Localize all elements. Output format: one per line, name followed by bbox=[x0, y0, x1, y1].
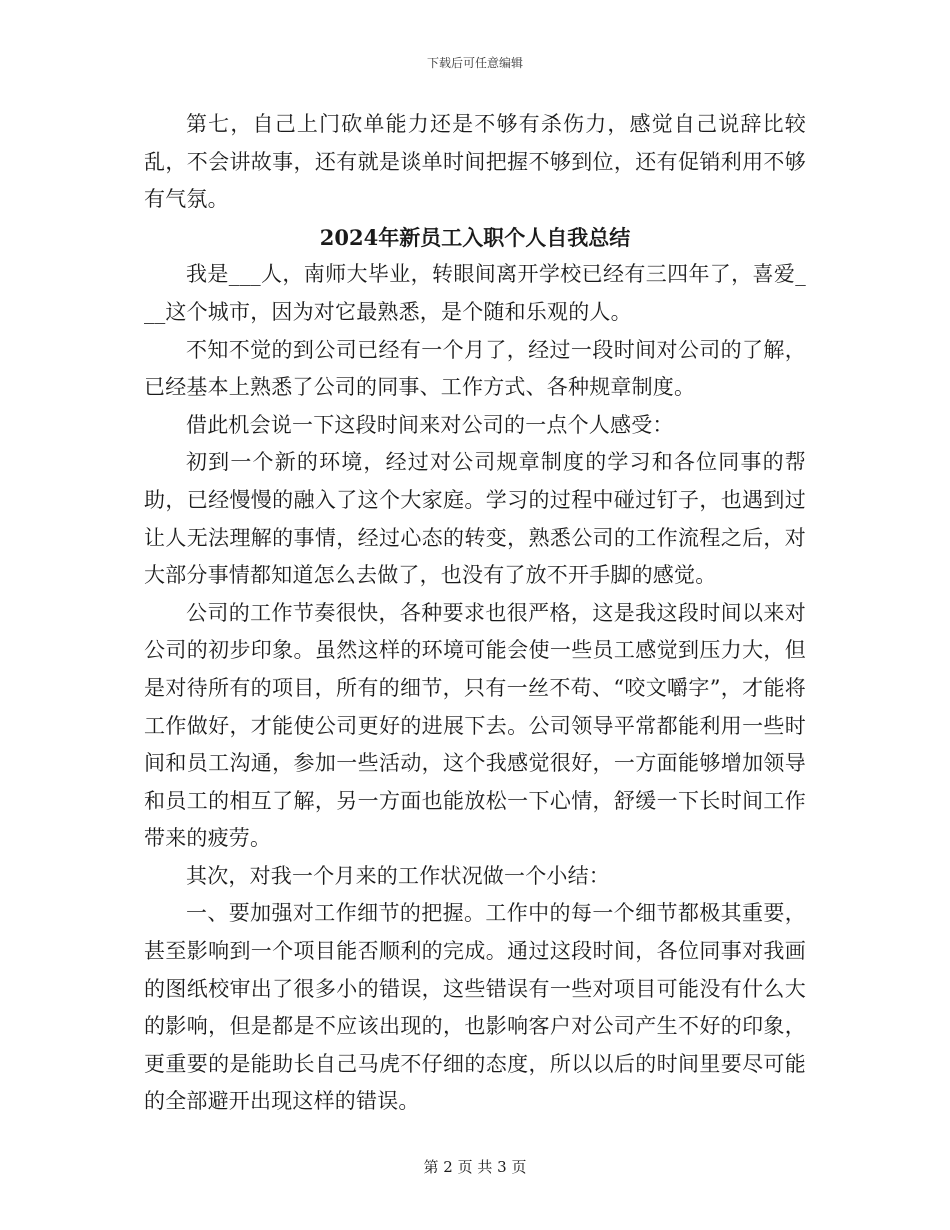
intro-paragraph: 第七，自己上门砍单能力还是不够有杀伤力，感觉自己说辞比较乱，不会讲故事，还有就是谈单时间把握不够到位，还有促销利用不够有气氛。 bbox=[144, 112, 806, 212]
page-header-note: 下载后可任意编辑 bbox=[426, 56, 523, 70]
paragraph-1: 我是___人，南师大毕业，转眼间离开学校已经有三四年了，喜爱___这个城市，因为对它最熟悉，是个随和乐观的人。 bbox=[144, 262, 806, 324]
paragraph-6: 其次，对我一个月来的工作状况做一个小结： bbox=[186, 863, 610, 888]
document-title: 2024年新员工入职个人自我总结 bbox=[319, 224, 631, 250]
paragraph-7: 一、要加强对工作细节的把握。工作中的每一个细节都极其重要，甚至影响到一个项目能否顺利的完成。通过这段时间，各位同事对我画的图纸校审出了很多小的错误，这些错误有一些对项目可能没有什么大的影响，但是都是不应该出现的，也影响客户对公司产生不好的印象，更重要的是能助长自己马虎不仔细的态度，所以以后的时间里要尽可能的全部避开出现这样的错误。 bbox=[144, 901, 806, 1114]
paragraph-2: 不知不觉的到公司已经有一个月了，经过一段时间对公司的了解，已经基本上熟悉了公司的同事、工作方式、各种规章制度。 bbox=[144, 337, 806, 400]
paragraph-4: 初到一个新的环境，经过对公司规章制度的学习和各位同事的帮助，已经慢慢的融入了这个大家庭。学习的过程中碰过钉子，也遇到过让人无法理解的事情，经过心态的转变，熟悉公司的工作流程之后，对大部分事情都知道怎么去做了，也没有了放不开手脚的感觉。 bbox=[144, 450, 806, 588]
paragraph-5: 公司的工作节奏很快，各种要求也很严格，这是我这段时间以来对公司的初步印象。虽然这样的环境可能会使一些员工感觉到压力大，但是对待所有的项目，所有的细节，只有一丝不苟、“咬文嚼字”，才能将工作做好，才能使公司更好的进展下去。公司领导平常都能利用一些时间和员工沟通，参加一些活动，这个我感觉很好，一方面能够增加领导和员工的相互了解，另一方面也能放松一下心情，舒缓一下长时间工作带来的疲劳。 bbox=[144, 600, 806, 851]
paragraph-3: 借此机会说一下这段时间来对公司的一点个人感受： bbox=[186, 412, 674, 437]
page-number-footer: 第 2 页 共 3 页 bbox=[423, 1158, 527, 1176]
document-body bbox=[144, 106, 806, 1121]
